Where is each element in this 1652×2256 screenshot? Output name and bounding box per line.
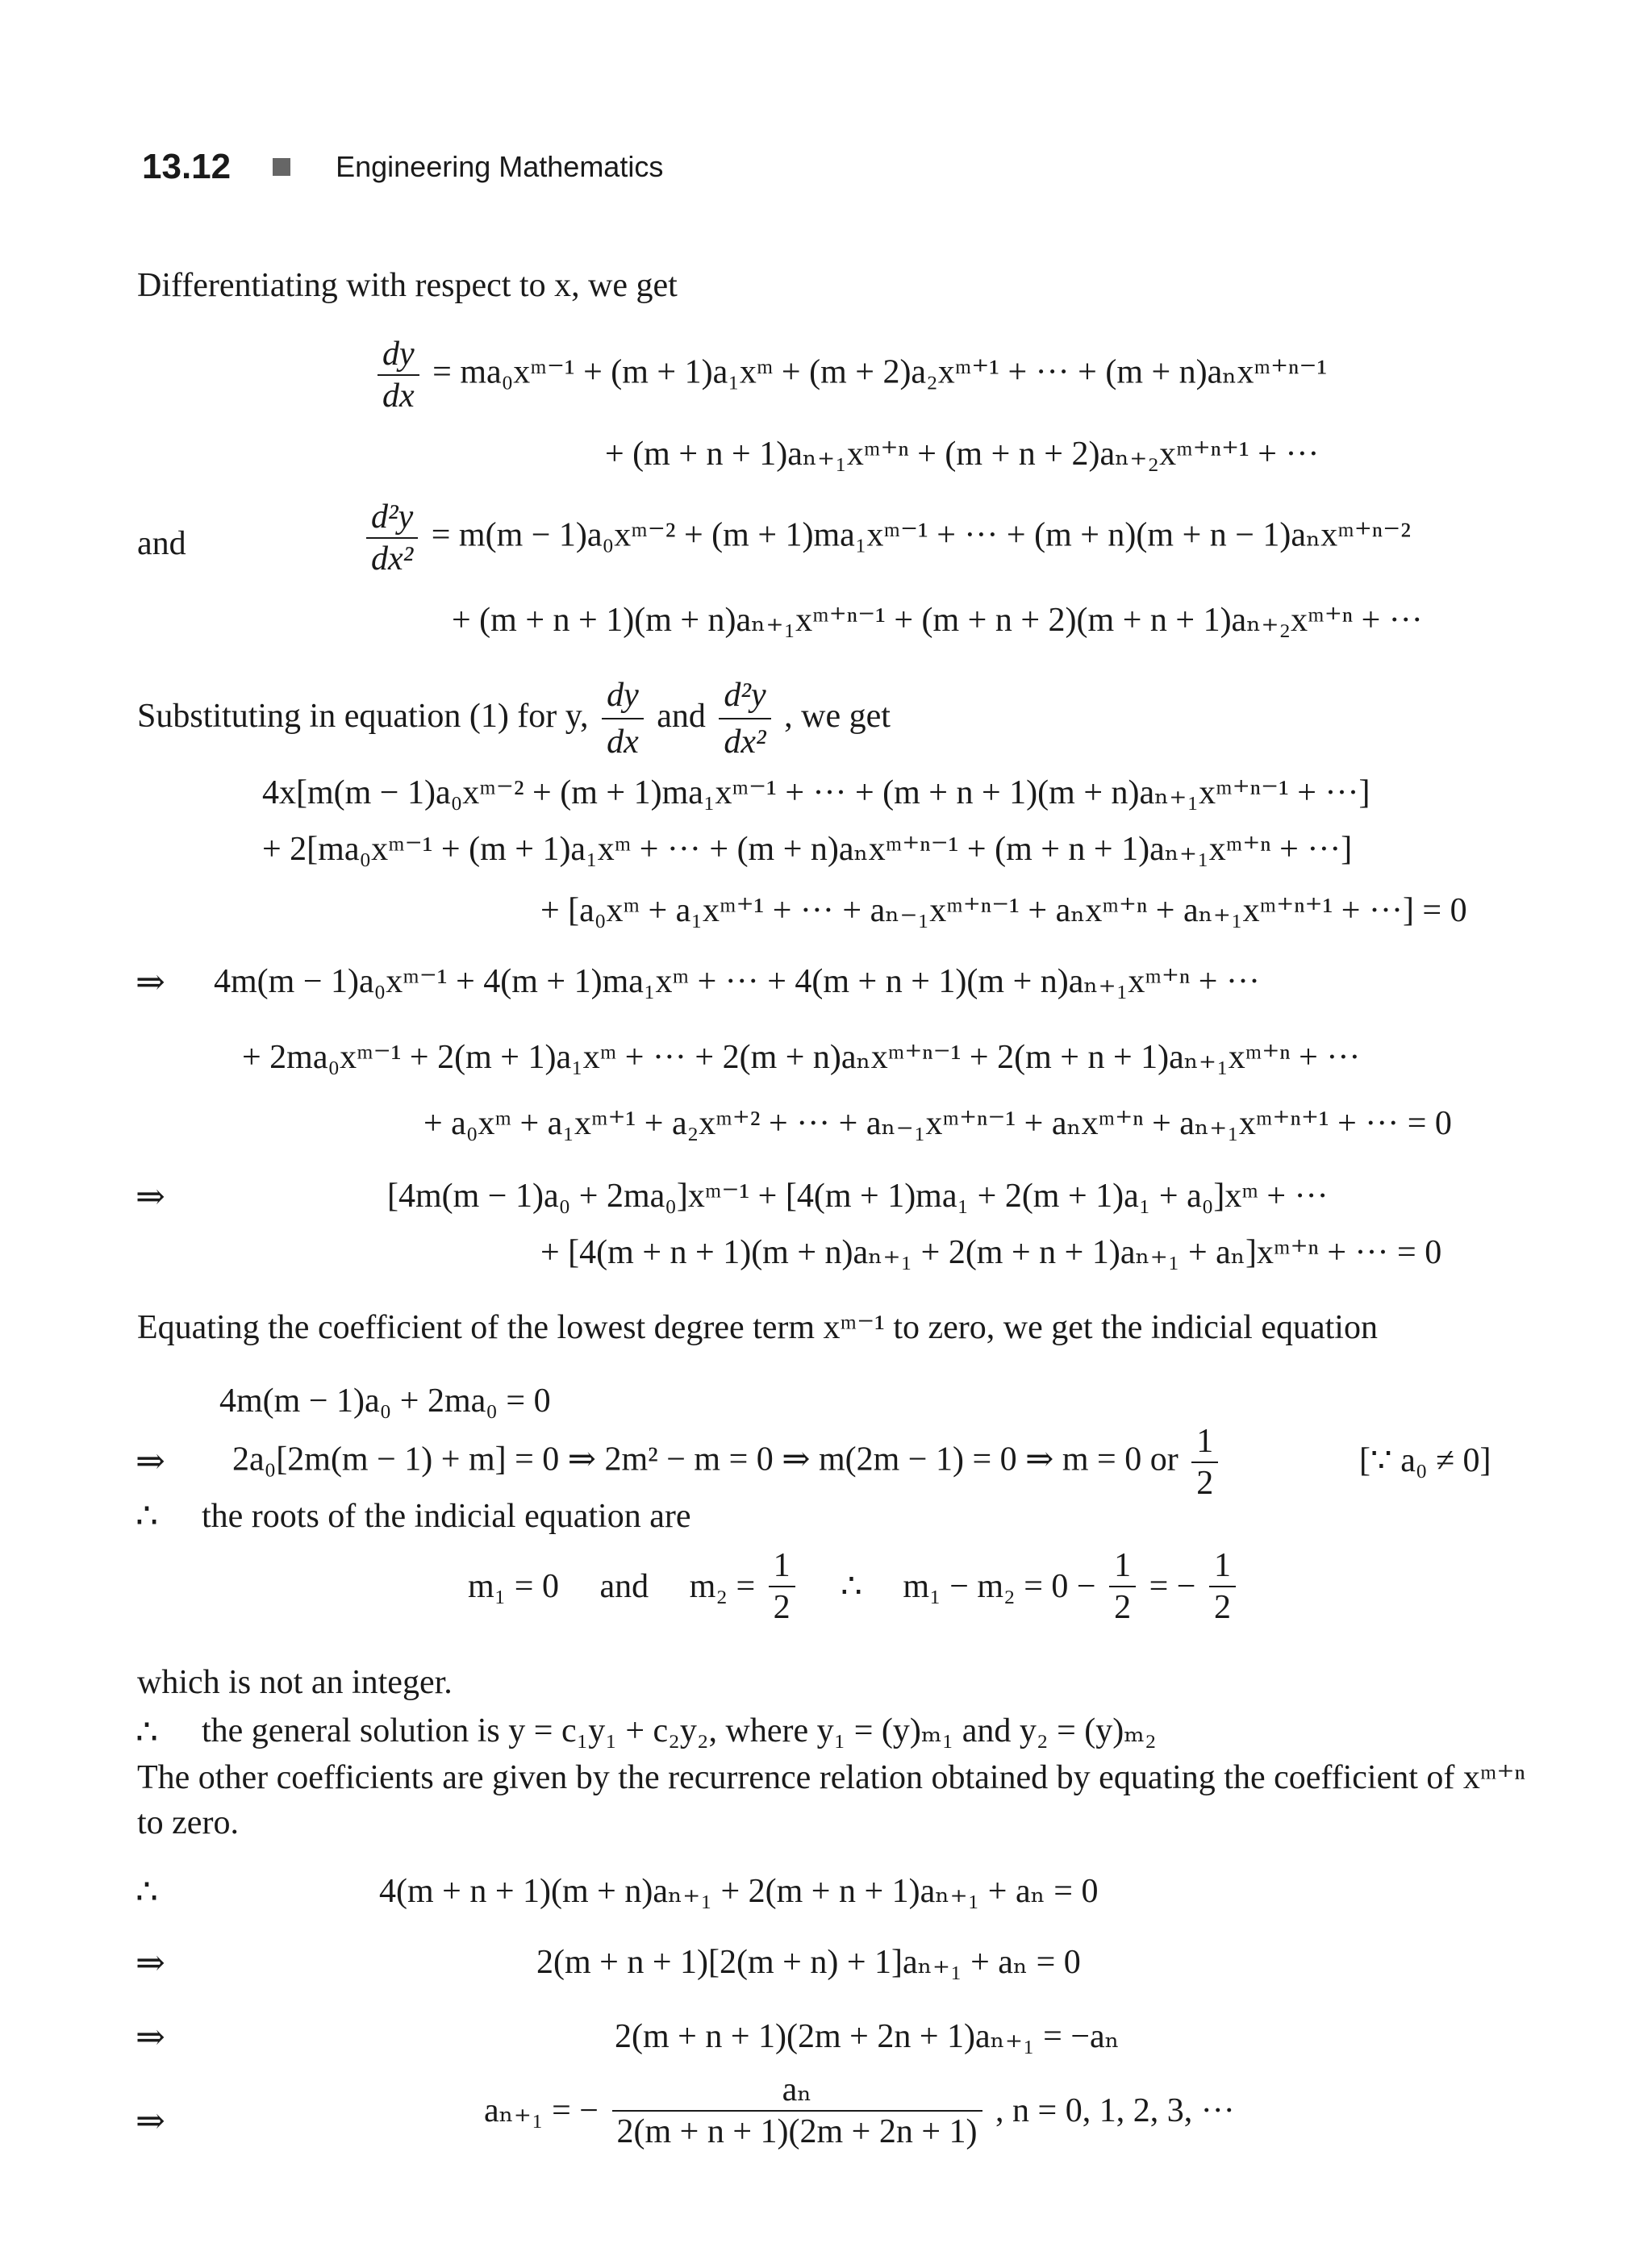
grouped-line1: [4m(m − 1)a₀ + 2ma₀]xᵐ⁻¹ + [4(m + 1)ma₁ + 2(m + 1)a₁ + a₀]xᵐ + ···: [387, 1178, 1329, 1215]
expanded-line2: + 2ma₀xᵐ⁻¹ + 2(m + 1)a₁xᵐ + ··· + 2(m + n)aₙxᵐ⁺ⁿ⁻¹ + 2(m + n + 1)aₙ₊₁xᵐ⁺ⁿ + ···: [242, 1039, 1361, 1076]
grouped-line2: + [4(m + n + 1)(m + n)aₙ₊₁ + 2(m + n + 1)aₙ₊₁ + aₙ]xᵐ⁺ⁿ + ··· = 0: [540, 1234, 1442, 1271]
implies-symbol: ⇒: [136, 1943, 165, 1983]
book-title: Engineering Mathematics: [336, 150, 664, 183]
first-derivative-line2: + (m + n + 1)aₙ₊₁xᵐ⁺ⁿ + (m + n + 2)aₙ₊₂xᵐ⁺ⁿ⁺¹ + ···: [605, 436, 1320, 473]
diff-half-fraction: $\frac{1}{2}$: [1109, 1549, 1136, 1624]
other-coeff-text-2: to zero.: [137, 1804, 239, 1841]
substituted-line2: + 2[ma₀xᵐ⁻¹ + (m + 1)a₁xᵐ + ··· + (m + n)aₙxᵐ⁺ⁿ⁻¹ + (m + n + 1)aₙ₊₁xᵐ⁺ⁿ + ···]: [262, 831, 1353, 868]
page-header: [142, 147, 663, 187]
result-half-fraction: $\frac{1}{2}$: [1209, 1549, 1236, 1624]
intro-text: Differentiating with respect to x, we get: [137, 267, 678, 304]
roots-line: m₁ = 0 and m₂ = $\frac{1}{2}$ ∴ m₁ − m₂ = 0 − $\frac{1}{2}$ = − $\frac{1}{2}$: [468, 1549, 1241, 1624]
d2y-dx2-fraction: $\frac{\text{d²y}}{\text{dx²}}$: [366, 500, 418, 576]
recurrence-fraction: $\frac{\text{aₙ}}{2(m + n + 1)(2m + 2n + 1)}$: [612, 2073, 982, 2149]
implies-symbol: ⇒: [136, 2101, 165, 2141]
one-half-fraction: $\frac{1}{2}$: [1191, 1424, 1218, 1500]
general-solution-text: the general solution is y = c₁y₁ + c₂y₂, where y₁ = (y)ₘ₁ and y₂ = (y)ₘ₂: [202, 1712, 1157, 1749]
implies-symbol: ⇒: [136, 1177, 165, 1216]
square-bullet-icon: [273, 158, 290, 176]
not-integer-text: which is not an integer.: [137, 1664, 453, 1701]
indicial-eq-line2: 2a₀[2m(m − 1) + m] = 0 ⇒ 2m² − m = 0 ⇒ m(2m − 1) = 0 ⇒ m = 0 or $\frac{1}{2}$: [232, 1424, 1223, 1500]
second-derivative-line1: = m(m − 1)a₀xᵐ⁻² + (m + 1)ma₁xᵐ⁻¹ + ··· + (m + n)(m + n − 1)aₙxᵐ⁺ⁿ⁻²: [431, 516, 1411, 554]
other-coeff-text: The other coefficients are given by the recurrence relation obtained by equating the coefficient of xᵐ⁺ⁿ: [137, 1759, 1525, 1796]
therefore-symbol: ∴: [136, 1496, 158, 1536]
indicial-eq-line1: 4m(m − 1)a₀ + 2ma₀ = 0: [219, 1382, 551, 1420]
recurrence-final: aₙ₊₁ = − $\frac{\text{aₙ}}{2(m + n + 1)(2m + 2n + 1)}$ , n = 0, 1, 2, 3, ···: [484, 2071, 1235, 2150]
second-derivative-eq: [361, 500, 1411, 576]
dy-dx-fraction: $\frac{dy}{dx}$: [378, 337, 419, 413]
substituted-line3: + [a₀xᵐ + a₁xᵐ⁺¹ + ··· + aₙ₋₁xᵐ⁺ⁿ⁻¹ + aₙxᵐ⁺ⁿ + aₙ₊₁xᵐ⁺ⁿ⁺¹ + ···] = 0: [540, 892, 1467, 929]
equating-text: Equating the coefficient of the lowest degree term xᵐ⁻¹ to zero, we get the indicial equation: [137, 1309, 1378, 1346]
recurrence-line2: 2(m + n + 1)[2(m + n) + 1]aₙ₊₁ + aₙ = 0: [536, 1944, 1081, 1981]
recurrence-line3: 2(m + n + 1)(2m + 2n + 1)aₙ₊₁ = −aₙ: [615, 2018, 1120, 2055]
dy-dx-inline-fraction: $\frac{dy}{dx}$: [602, 676, 644, 762]
m2-half-fraction: $\frac{1}{2}$: [769, 1549, 795, 1624]
implies-symbol: ⇒: [136, 2017, 165, 2057]
therefore-symbol: ∴: [136, 1872, 158, 1912]
therefore-symbol: ∴: [136, 1712, 158, 1752]
first-derivative-line1: = ma₀xᵐ⁻¹ + (m + 1)a₁xᵐ + (m + 2)a₂xᵐ⁺¹ + ··· + (m + n)aₙxᵐ⁺ⁿ⁻¹: [432, 353, 1328, 391]
second-derivative-line2: + (m + n + 1)(m + n)aₙ₊₁xᵐ⁺ⁿ⁻¹ + (m + n + 2)(m + n + 1)aₙ₊₂xᵐ⁺ⁿ + ···: [452, 602, 1423, 639]
recurrence-line1: 4(m + n + 1)(m + n)aₙ₊₁ + 2(m + n + 1)aₙ₊₁ + aₙ = 0: [379, 1873, 1099, 1910]
expanded-line3: + a₀xᵐ + a₁xᵐ⁺¹ + a₂xᵐ⁺² + ··· + aₙ₋₁xᵐ⁺ⁿ⁻¹ + aₙxᵐ⁺ⁿ + aₙ₊₁xᵐ⁺ⁿ⁺¹ + ··· = 0: [423, 1105, 1452, 1142]
substituted-line1: 4x[m(m − 1)a₀xᵐ⁻² + (m + 1)ma₁xᵐ⁻¹ + ··· + (m + n + 1)(m + n)aₙ₊₁xᵐ⁺ⁿ⁻¹ + ···]: [262, 774, 1370, 811]
page-number: 13.12: [142, 147, 232, 186]
roots-text: the roots of the indicial equation are: [202, 1498, 691, 1535]
and-label: and: [137, 525, 186, 562]
first-derivative-eq: [373, 337, 1327, 413]
implies-symbol: ⇒: [136, 1441, 165, 1481]
since-note: [∵ a₀ ≠ 0]: [1359, 1442, 1491, 1479]
expanded-line1: 4m(m − 1)a₀xᵐ⁻¹ + 4(m + 1)ma₁xᵐ + ··· + 4(m + n + 1)(m + n)aₙ₊₁xᵐ⁺ⁿ + ···: [214, 963, 1260, 1000]
d2y-dx2-inline-fraction: $\frac{\text{d²y}}{\text{dx²}}$: [719, 676, 770, 762]
implies-symbol: ⇒: [136, 962, 165, 1002]
substitution-text: Substituting in equation (1) for y, $\frac{dy}{dx}$ and $\frac{\text{d²y}}{\text{dx²}}$ , we get: [137, 677, 891, 761]
